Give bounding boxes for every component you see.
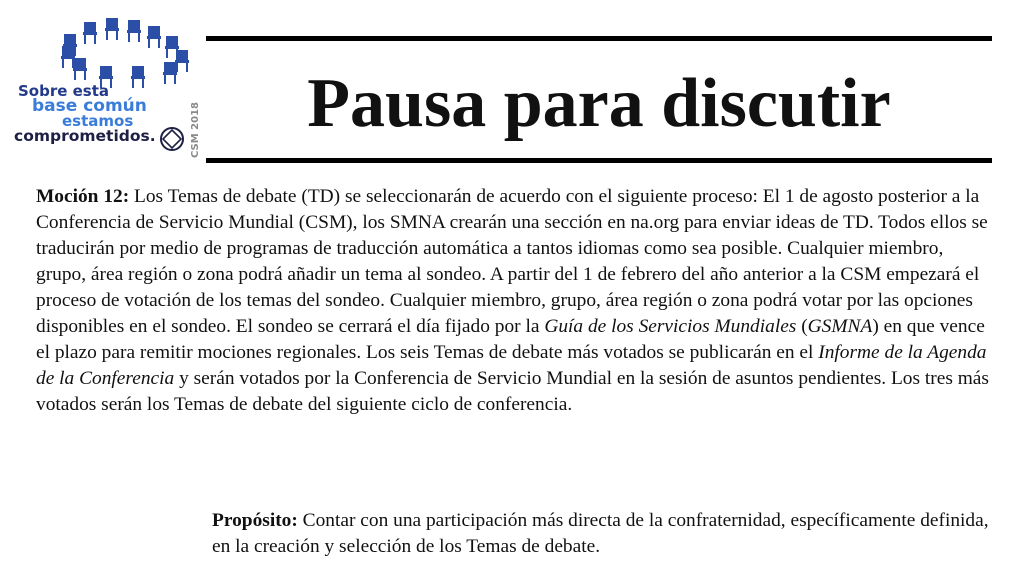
na-diamond-icon	[161, 128, 183, 150]
motion-text-2: (	[796, 316, 808, 337]
logo-line-3: estamos	[62, 112, 134, 130]
purpose-label: Propósito:	[212, 510, 298, 531]
csm-year-tag: CSM 2018	[190, 102, 201, 158]
chair-icon	[105, 18, 119, 40]
motion-text-4: y serán votados por la Conferencia de Servicio Mundial en la sesión de asuntos pendientes. Los tres más votados serán los Temas de debate del siguiente ciclo de conferencia.	[36, 368, 989, 415]
page-title: Pausa para discutir	[307, 65, 891, 142]
chair-icon	[73, 58, 87, 80]
chair-icon	[127, 20, 141, 42]
purpose-text: Contar con una participación más directa de la confraternidad, específicamente definida, en la creación y selección de los Temas de debate.	[212, 510, 989, 557]
chair-icon	[147, 26, 161, 48]
chair-icon	[175, 50, 189, 72]
title-rule-bottom	[206, 158, 992, 163]
motion-italic-gsmna: GSMNA	[807, 316, 873, 337]
logo-line-2: base común	[32, 96, 147, 116]
motion-italic-guide: Guía de los Servicios Mundiales	[544, 316, 797, 337]
purpose-paragraph	[212, 508, 1002, 560]
chair-icon	[163, 62, 177, 84]
logo-line-4: comprometidos.	[14, 127, 156, 145]
chair-icon	[83, 22, 97, 44]
motion-text-3: ) en que vence el plazo para remitir mociones regionales. Los seis Temas de debate más votados se publicarán en el	[36, 316, 985, 363]
chair-icon	[61, 46, 75, 68]
title-rule-top	[206, 36, 992, 41]
motion-italic-report: Informe de la Agenda de la Conferencia	[36, 342, 987, 389]
motion-text-1: Los Temas de debate (TD) se seleccionarán de acuerdo con el siguiente proceso: El 1 de agosto posterior a la Conferencia de Servicio Mundial (CSM), los SMNA crearán una sección en na.org para enviar ideas de TD. Todos ellos se traducirán por medio de programas de traducción automática a tantos idiomas como sea posible. Cualquier miembro, grupo, área región o zona podrá añadir un tema al sondeo. A partir del 1 de febrero del año anterior a la CSM empezará el proceso de votación de los temas del sondeo. Cualquier miembro, grupo, área región o zona podrá votar por las opciones disponibles en el sondeo. El sondeo se cerrará el día fijado por la	[36, 186, 988, 337]
csm-2018-logo	[8, 8, 208, 158]
logo-line-1: Sobre esta	[18, 82, 110, 100]
motion-paragraph	[36, 184, 991, 418]
motion-label: Moción 12:	[36, 186, 130, 207]
chair-icon	[131, 66, 145, 88]
